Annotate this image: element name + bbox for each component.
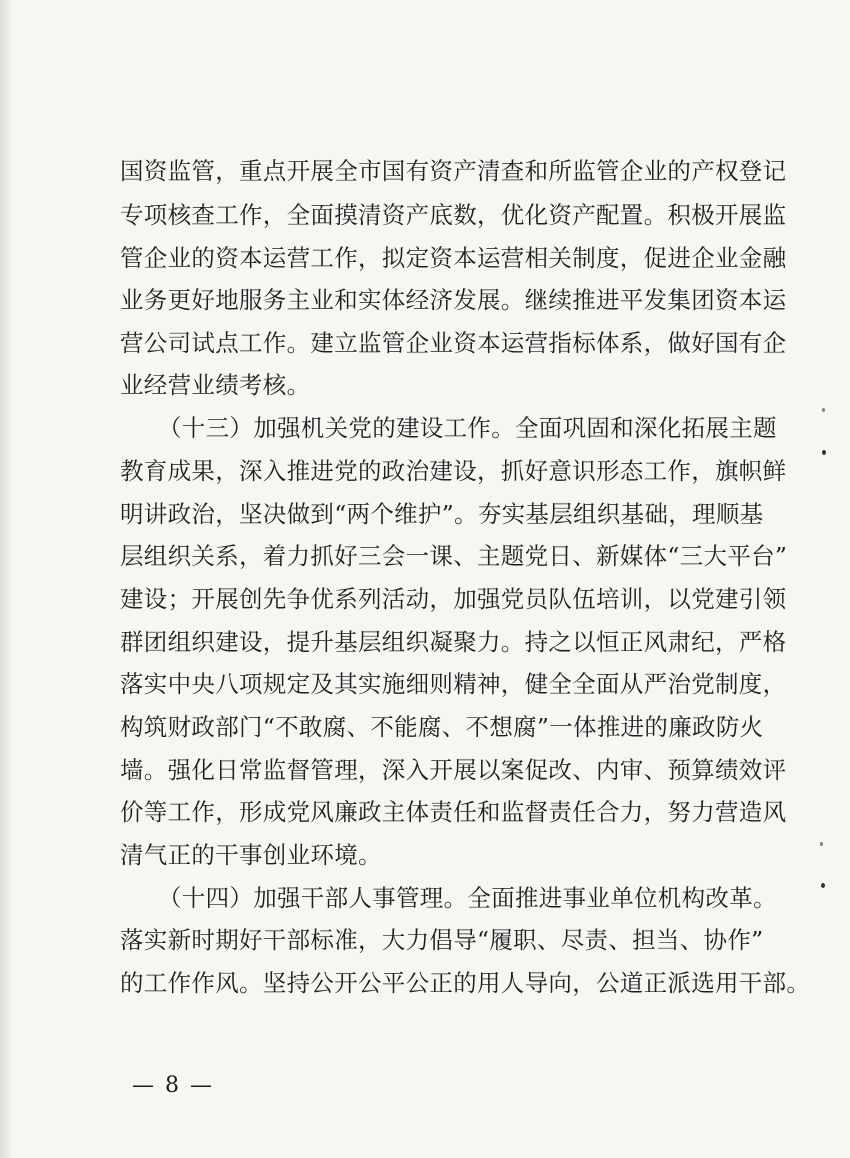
text-line: 业务更好地服务主业和实体经济发展。继续推进平发集团资本运	[120, 286, 787, 314]
scan-speck	[821, 883, 825, 888]
text-line: 构筑财政部门“不敢腐、不能腐、不想腐”一体推进的廉政防火	[120, 713, 764, 741]
text-line: 层组织关系，着力抓好三会一课、主题党日、新媒体“三大平台”	[120, 542, 788, 570]
section-heading-line: （十四）加强干部人事管理。全面推进事业单位机构改革。	[158, 884, 777, 912]
text-line: 落实新时期好干部标准，大力倡导“履职、尽责、担当、协作”	[120, 926, 764, 954]
text-line: 墙。强化日常监督管理，深入开展以案促改、内审、预算绩效评	[120, 756, 787, 784]
scan-speck	[822, 450, 826, 455]
text-line: 教育成果，深入推进党的政治建设，抓好意识形态工作，旗帜鲜	[120, 457, 787, 485]
page-edge-shadow	[0, 0, 14, 1158]
scan-speck	[822, 408, 825, 412]
text-line: 业经营业绩考核。	[120, 371, 311, 399]
text-line: 价等工作，形成党风廉政主体责任和监督责任合力，努力营造风	[120, 798, 787, 826]
section-heading-line: （十三）加强机关党的建设工作。全面巩固和深化拓展主题	[158, 414, 777, 442]
text-line: 营公司试点工作。建立监管企业资本运营指标体系，做好国有企	[120, 329, 787, 357]
text-line: 清气正的干事创业环境。	[120, 841, 382, 869]
text-line: 国资监管，重点开展全市国有资产清查和所监管企业的产权登记	[120, 157, 787, 185]
text-line: 落实中央八项规定及其实施细则精神，健全全面从严治党制度，	[120, 670, 787, 698]
text-line: 群团组织建设，提升基层组织凝聚力。持之以恒正风肃纪，严格	[120, 628, 787, 656]
text-line: 建设；开展创先争优系列活动，加强党员队伍培训，以党建引领	[120, 585, 787, 613]
page-number: — 8 —	[132, 1073, 214, 1098]
text-line: 明讲政治，坚决做到“两个维护”。夯实基层组织基础，理顺基	[120, 500, 764, 528]
text-line: 的工作作风。坚持公开公平公正的用人导向，公道正派选用干部。	[120, 969, 811, 997]
text-line: 专项核查工作，全面摸清资产底数，优化资产配置。积极开展监	[120, 201, 787, 229]
text-line: 管企业的资本运营工作，拟定资本运营相关制度，促进企业金融	[120, 244, 787, 272]
scan-speck	[820, 842, 823, 846]
